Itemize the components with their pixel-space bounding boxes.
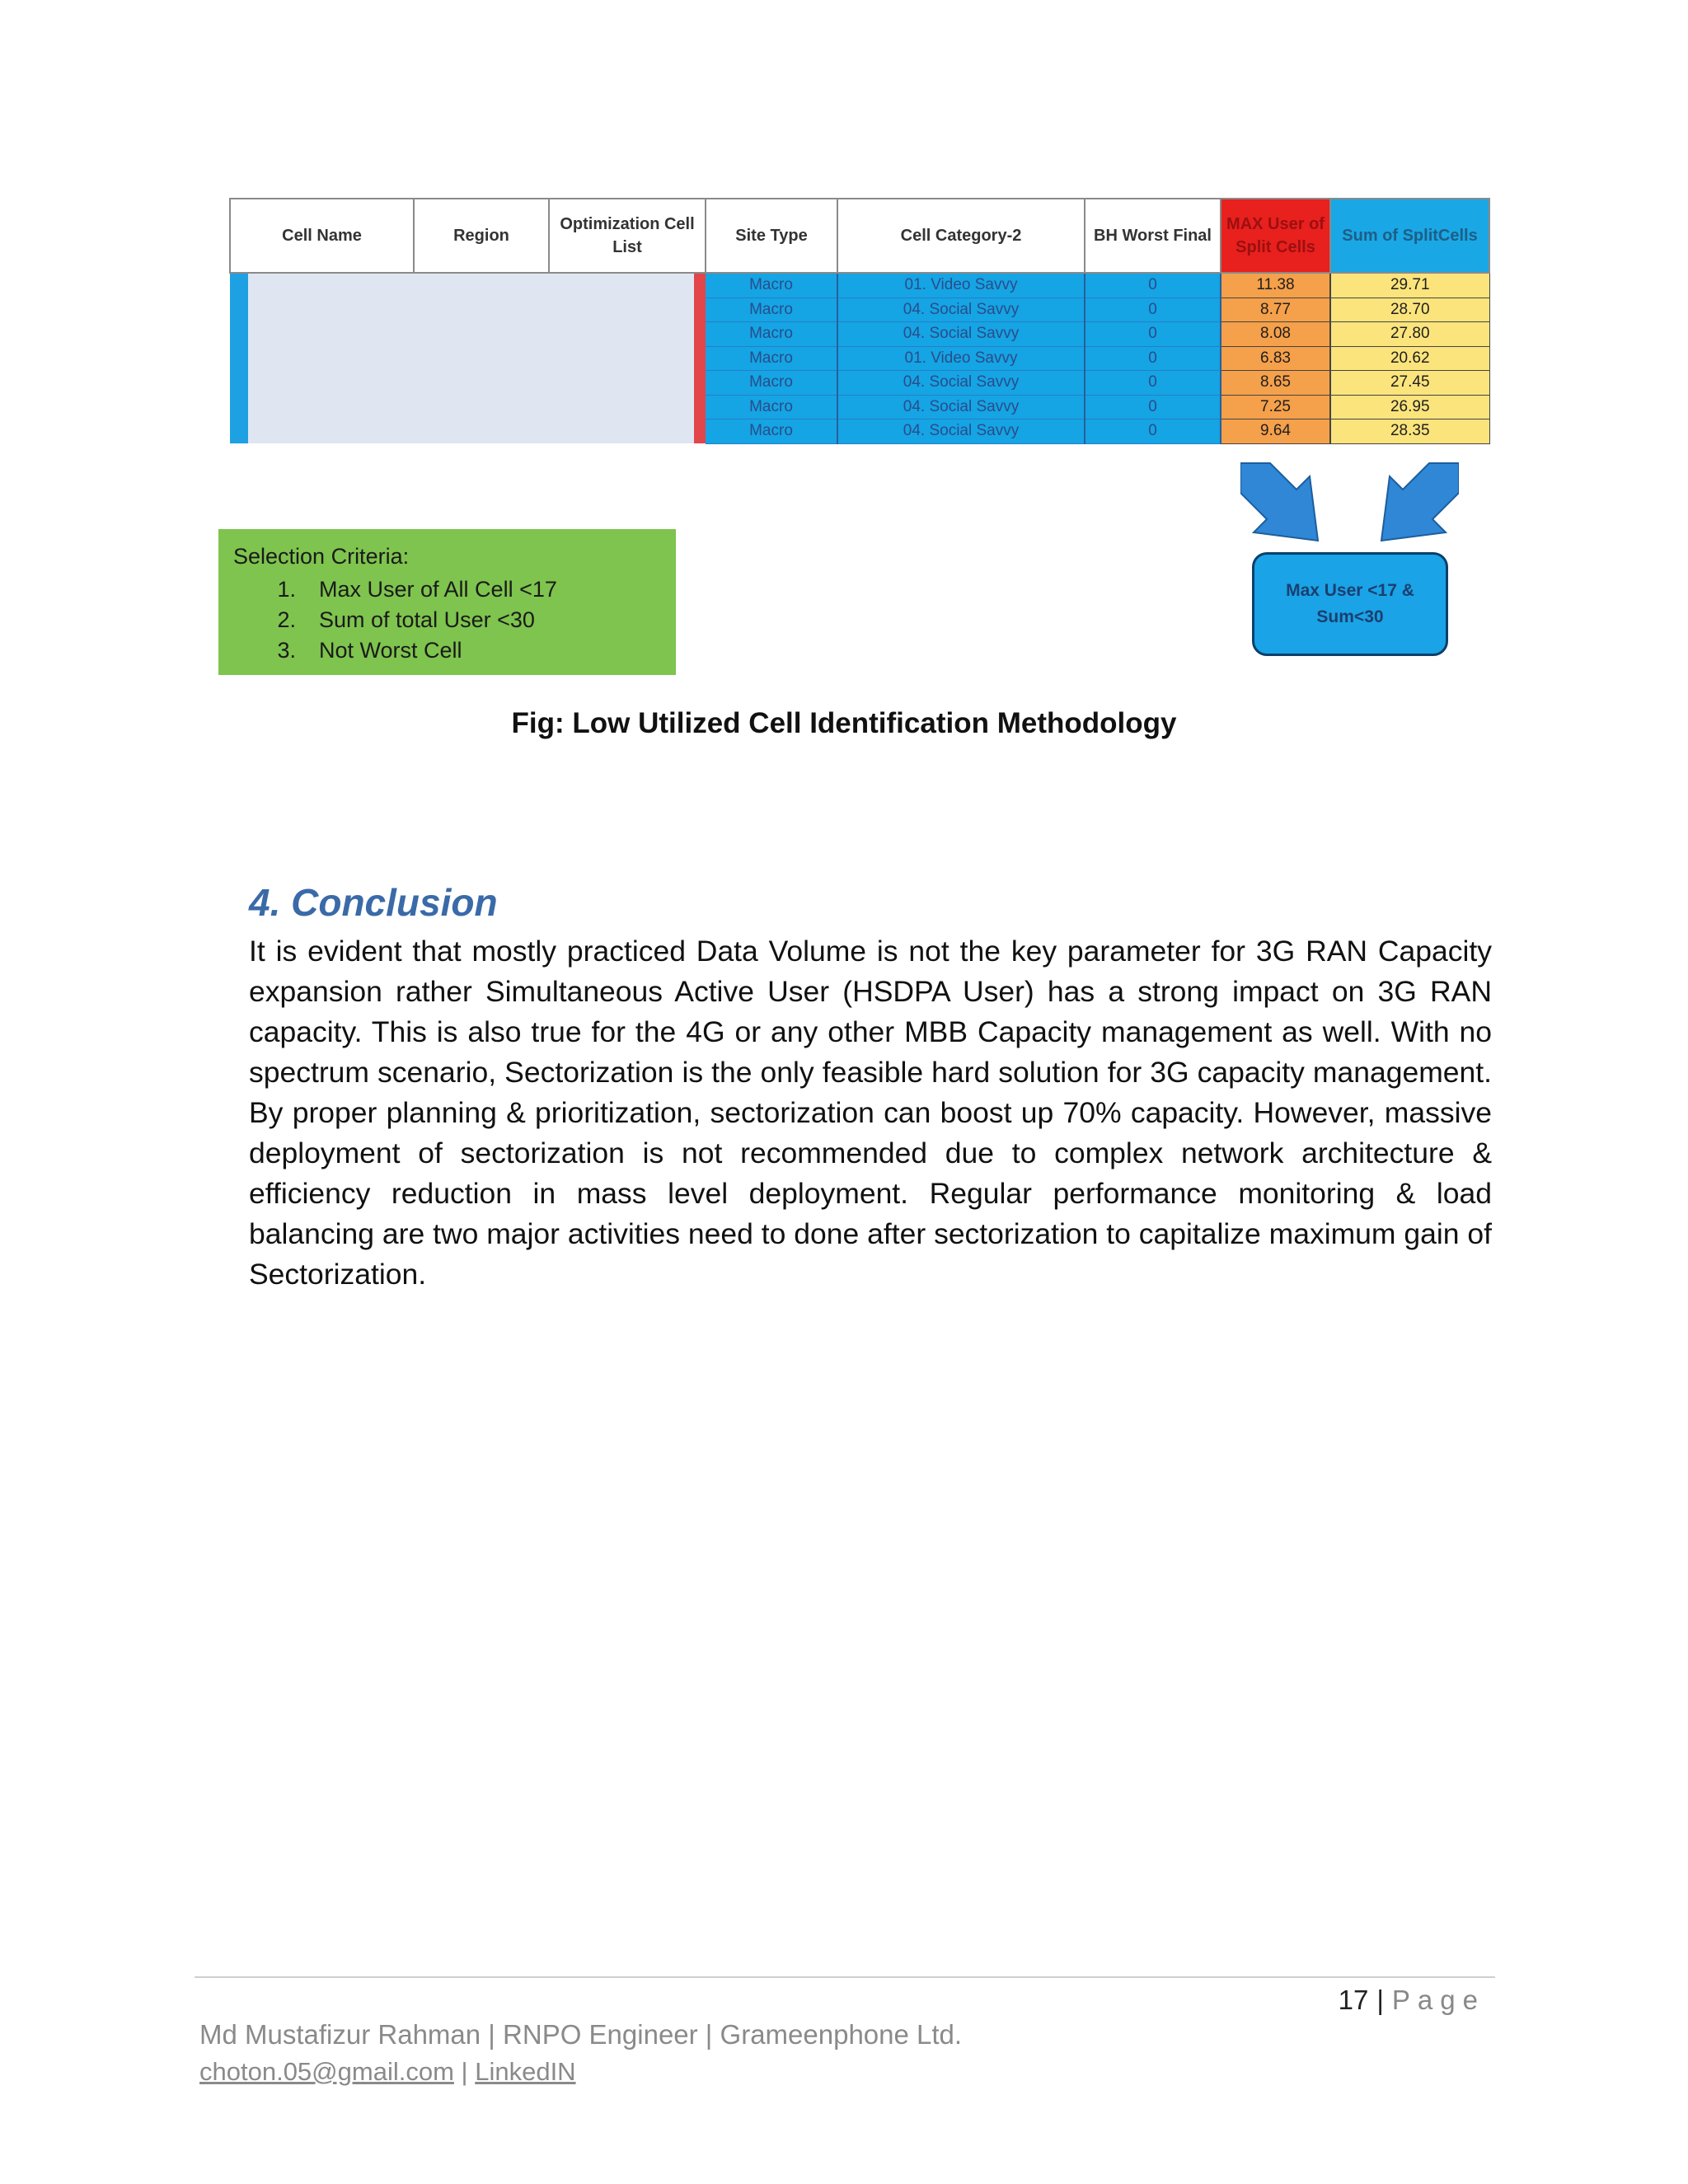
email-link[interactable]: choton.05@gmail.com: [199, 2057, 454, 2086]
table-row: [230, 273, 1489, 298]
site-type-cell: Macro: [706, 298, 837, 322]
header-cell-category: Cell Category-2: [837, 199, 1085, 273]
page-number-value: 17: [1338, 1985, 1369, 2015]
criteria-item: [233, 605, 661, 635]
criteria-text: Sum of total User <30: [319, 607, 535, 632]
decision-box: [1252, 552, 1448, 656]
sum-cell: 26.95: [1330, 395, 1489, 419]
bh-worst-cell: 0: [1085, 322, 1221, 347]
site-type-cell: Macro: [706, 371, 837, 396]
sum-cell: 29.71: [1330, 273, 1489, 298]
max-user-cell: 11.38: [1221, 273, 1330, 298]
table-header-row: [230, 199, 1489, 273]
category-cell: 01. Video Savvy: [837, 273, 1085, 298]
converging-arrows: [1240, 462, 1459, 544]
table-header: [230, 199, 1489, 273]
max-user-cell: 6.83: [1221, 346, 1330, 371]
figure-caption: Fig: Low Utilized Cell Identification Methodology: [511, 707, 1177, 739]
criteria-item: [233, 574, 661, 605]
decision-line-1: Max User <17 &: [1286, 581, 1414, 600]
table-body: [230, 273, 1489, 443]
header-max-user: MAX User of Split Cells: [1221, 199, 1330, 273]
redacted-optimization-list: [549, 273, 706, 443]
sum-cell: 27.80: [1330, 322, 1489, 347]
section-heading: 4. Conclusion: [249, 881, 498, 924]
max-user-cell: 8.65: [1221, 371, 1330, 396]
category-cell: 04. Social Savvy: [837, 322, 1085, 347]
linkedin-link[interactable]: LinkedIN: [475, 2057, 576, 2086]
sum-cell: 20.62: [1330, 346, 1489, 371]
criteria-number: 1.: [277, 577, 296, 602]
decision-box-text: [1286, 578, 1414, 630]
sum-cell: 28.70: [1330, 298, 1489, 322]
bh-worst-cell: 0: [1085, 298, 1221, 322]
header-optimization-cell-list: Optimization Cell List: [549, 199, 706, 273]
page-word: Page: [1391, 1985, 1485, 2015]
footer-author: Md Mustafizur Rahman | RNPO Engineer | Grameenphone Ltd.: [199, 2019, 963, 2050]
category-cell: 01. Video Savvy: [837, 346, 1085, 371]
cell-data-table: [229, 198, 1490, 444]
footer-links: [199, 2057, 576, 2087]
arrow-down-right-icon: [1240, 463, 1318, 541]
header-region: Region: [414, 199, 549, 273]
page-number-separator: |: [1376, 1985, 1384, 2015]
decision-line-2: Sum<30: [1316, 607, 1384, 626]
criteria-text: Not Worst Cell: [319, 638, 462, 663]
criteria-number: 2.: [277, 607, 296, 632]
category-cell: 04. Social Savvy: [837, 419, 1085, 444]
criteria-number: 3.: [277, 638, 296, 663]
footer-link-separator: |: [461, 2057, 468, 2086]
criteria-text: Max User of All Cell <17: [319, 577, 557, 602]
site-type-cell: Macro: [706, 395, 837, 419]
criteria-title: Selection Criteria:: [233, 544, 410, 569]
max-user-cell: 8.08: [1221, 322, 1330, 347]
site-type-cell: Macro: [706, 322, 837, 347]
arrow-down-left-icon: [1381, 463, 1459, 541]
criteria-item: [233, 635, 661, 666]
sum-cell: 27.45: [1330, 371, 1489, 396]
bh-worst-cell: 0: [1085, 346, 1221, 371]
header-cell-name: Cell Name: [230, 199, 414, 273]
site-type-cell: Macro: [706, 273, 837, 298]
header-sum-split-cells: Sum of SplitCells: [1330, 199, 1489, 273]
selection-criteria-box: [218, 529, 676, 675]
site-type-cell: Macro: [706, 346, 837, 371]
site-type-cell: Macro: [706, 419, 837, 444]
footer-divider: [195, 1976, 1495, 1978]
header-site-type: Site Type: [706, 199, 837, 273]
sum-cell: 28.35: [1330, 419, 1489, 444]
max-user-cell: 8.77: [1221, 298, 1330, 322]
bh-worst-cell: 0: [1085, 371, 1221, 396]
bh-worst-cell: 0: [1085, 419, 1221, 444]
page-number: [1339, 1985, 1485, 2016]
max-user-cell: 7.25: [1221, 395, 1330, 419]
header-bh-worst-final: BH Worst Final: [1085, 199, 1221, 273]
bh-worst-cell: 0: [1085, 395, 1221, 419]
category-cell: 04. Social Savvy: [837, 298, 1085, 322]
bh-worst-cell: 0: [1085, 273, 1221, 298]
redacted-cell-name-region: [230, 273, 549, 443]
conclusion-paragraph: It is evident that mostly practiced Data Volume is not the key parameter for 3G RAN Capacity expansion rather Simultaneous Active User (HSDPA User) has a strong impact on 3G RAN capacity. This is also true for the 4G or any other MBB Capacity management as well. With no spectrum scenario, Sectorization is the only feasible hard solution for 3G capacity management. By proper planning & prioritization, sectorization can boost up 70% capacity. However, massive deployment of sectorization is not recommended due to complex network architecture & efficiency reduction in mass level deployment. Regular performance monitoring & load balancing are two major activities need to done after sectorization to capitalize maximum gain of Sectorization.: [249, 935, 1492, 1291]
category-cell: 04. Social Savvy: [837, 371, 1085, 396]
category-cell: 04. Social Savvy: [837, 395, 1085, 419]
max-user-cell: 9.64: [1221, 419, 1330, 444]
